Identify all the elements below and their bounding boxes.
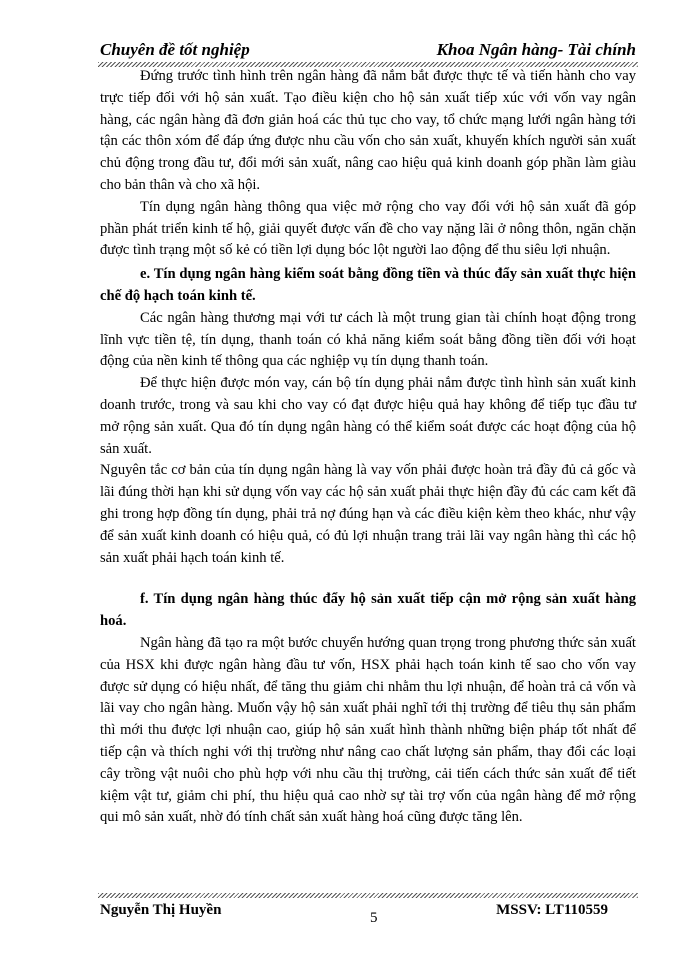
author-name: Nguyễn Thị Huyền	[100, 902, 222, 918]
footer-divider	[98, 893, 638, 898]
body-paragraph: Ngân hàng đã tạo ra một bước chuyển hướng quan trọng trong phương thức sản xuất của HSX khi được ngân hàng đầu tư vốn, HSX phải hạch toán kinh tế sao cho vốn vay được sử dụng có hiệu nhất, để tăng thu giảm chi nhằm thu lợi nhuận, để hoàn trả cả vốn và lãi vay cho ngân hàng. Muốn vậy hộ sản xuất phải nghĩ tới thị trường để tiêu thụ sản phẩm thì mới thu được lợi nhuận cao, giúp hộ sản xuất hình thành những biện pháp tốt nhất để tiếp cận và thích nghi với thị trường như nâng cao chất lượng sản phẩm, thay đổi các loại cây trồng vật nuôi cho phù hợp với nhu cầu thị trường, cải tiến cách thức sản xuất để tiết kiệm vật tư, giảm chi phí, thu hiệu quả cao nhờ sự tài trợ vốn của ngân hàng để mở rộng qui mô sản xuất, nhờ đó tính chất sản xuất hàng hoá cũng được tăng lên.	[100, 634, 636, 826]
body-paragraph: Để thực hiện được món vay, cán bộ tín dụng phải nắm được tình hình sản xuất kinh doanh trước, trong và sau khi cho vay có đạt được hiệu quả hay không để tiếp tục đầu tư mở rộng sản xuất. Qua đó tín dụng ngân hàng có thể kiểm soát được các hoạt động của hộ sản xuất.	[100, 375, 636, 457]
page-body	[100, 66, 636, 829]
section-f-heading: f. Tín dụng ngân hàng thúc đẩy hộ sản xuất tiếp cận mở rộng sản xuất hàng hoá.	[100, 591, 636, 630]
document-title: Chuyên đề tốt nghiệp	[100, 40, 250, 59]
body-paragraph: Tín dụng ngân hàng thông qua việc mở rộng cho vay đối với hộ sản xuất đã góp phần phát triển kinh tế hộ, giải quyết được vấn đề cho vay nặng lãi ở nông thôn, ngăn chặn được tình trạng một số kẻ có tiền lợi dụng bóc lột người lao động để thu siêu lợi nhuận.	[100, 198, 636, 259]
body-paragraph: Nguyên tắc cơ bản của tín dụng ngân hàng là vay vốn phải được hoàn trả đầy đủ cả gốc và lãi đúng thời hạn khi sử dụng vốn vay các hộ sản xuất phải thực hiện đầy đủ các cam kết đã ghi trong hợp đồng tín dụng, phải trả nợ đúng hạn và các điều kiện kèm theo khác, như vậy để sản xuất kinh doanh có hiệu quả, có đủ lợi nhuận trang trải lãi vay ngân hàng thì các hộ sản xuất phải hạch toán kinh tế.	[100, 462, 636, 566]
page-header	[100, 40, 636, 62]
body-paragraph: Đứng trước tình hình trên ngân hàng đã nắm bắt được thực tế và tiến hành cho vay trực tiếp đối với hộ sản xuất. Tạo điều kiện cho hộ sản xuất tiếp xúc với vốn vay ngân hàng, các ngân hàng đã đơn giản hoá các thủ tục cho vay, tổ chức mạng lưới ngân hàng tới tận các thôn xóm để đáp ứng được nhu cầu vốn cho sản xuất, khuyến khích người sản xuất chủ động trong đầu tư, đổi mới sản xuất, nâng cao hiệu quả kinh doanh góp phần làm giàu cho bản thân và cho xã hội.	[100, 68, 636, 193]
page-footer	[100, 902, 636, 942]
page-number: 5	[370, 910, 378, 926]
body-paragraph: Các ngân hàng thương mại với tư cách là một trung gian tài chính hoạt động trong lĩnh vực tiền tệ, tín dụng, thanh toán có khả năng kiểm soát bằng đồng tiền đối với hoạt động của nền kinh tế thông qua các nghiệp vụ tín dụng thanh toán.	[100, 309, 636, 370]
student-id: MSSV: LT110559	[496, 902, 608, 918]
section-e-heading: e. Tín dụng ngân hàng kiểm soát bằng đồng tiền và thúc đẩy sản xuất thực hiện chế độ hạch toán kinh tế.	[100, 266, 636, 304]
faculty-name: Khoa Ngân hàng- Tài chính	[436, 40, 636, 59]
